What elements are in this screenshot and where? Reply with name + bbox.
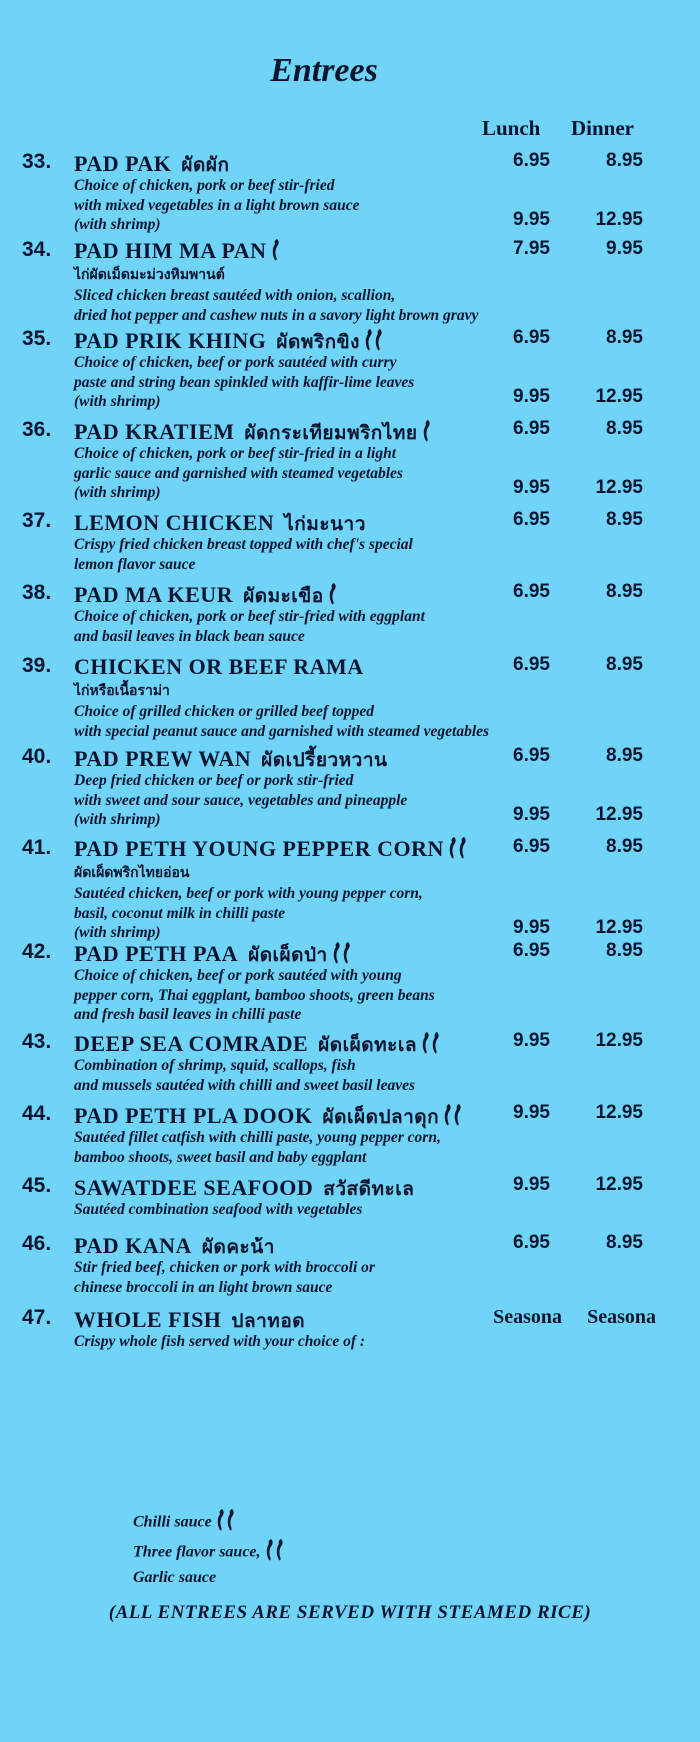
item-number: 41. xyxy=(22,836,52,859)
price-lunch: Seasona xyxy=(493,1306,562,1328)
price-dinner: 8.95 xyxy=(606,327,643,348)
item-thai-name: ผัดมะเขือ xyxy=(243,585,324,607)
item-thai-name: ผัดพริกขิง xyxy=(276,331,360,353)
column-header-lunch: Lunch xyxy=(482,116,541,140)
item-thai-name: ไก่ผัดเม็ดมะม่วงหิมพานต์ xyxy=(74,267,225,283)
item-number: 37. xyxy=(22,509,52,532)
sauce-options xyxy=(133,1508,285,1588)
item-number: 43. xyxy=(22,1030,52,1053)
price-dinner: 8.95 xyxy=(606,1232,643,1253)
description-line: (with shrimp) xyxy=(74,216,161,233)
description-line: and basil leaves in black bean sauce xyxy=(74,627,305,645)
description-line: Choice of chicken, pork or beef stir-fried with eggplant xyxy=(74,608,425,625)
description-line: Choice of chicken, pork or beef stir-fried in a light xyxy=(74,445,397,462)
item-number: 42. xyxy=(22,940,52,963)
description-line: and fresh basil leaves in chilli paste xyxy=(74,1006,302,1023)
price-dinner: Seasona xyxy=(587,1306,656,1328)
sauce-label: Three flavor sauce, xyxy=(133,1543,261,1561)
price-dinner-shrimp: 12.95 xyxy=(595,917,643,938)
price-dinner-shrimp: 12.95 xyxy=(595,209,643,230)
item-name-text: SAWATDEE SEAFOOD xyxy=(74,1175,314,1200)
price-lunch: 6.95 xyxy=(513,836,550,857)
item-description xyxy=(74,1332,365,1352)
item-thai-name: ผัดเผ็ดปลาดุก xyxy=(322,1106,440,1128)
price-lunch: 6.95 xyxy=(513,418,550,439)
price-dinner: 12.95 xyxy=(595,1030,643,1051)
item-thai-name: ผัดคะน้า xyxy=(201,1236,275,1258)
description-line: Sautéed fillet catfish with chilli paste, young pepper corn, xyxy=(74,1129,441,1146)
description-line: Choice of grilled chicken or grilled beef topped xyxy=(74,703,375,720)
price-dinner: 12.95 xyxy=(595,1102,643,1123)
item-name-text: CHICKEN OR BEEF RAMA xyxy=(74,654,364,679)
item-number: 40. xyxy=(22,745,52,768)
item-description xyxy=(74,1128,441,1167)
description-line: Choice of chicken, pork or beef stir-fried xyxy=(74,177,335,194)
chili-pepper-icon xyxy=(271,238,281,268)
price-dinner: 8.95 xyxy=(606,581,643,602)
item-description xyxy=(74,771,407,830)
item-thai-name: ผัดเปรี้ยวหวาน xyxy=(261,749,388,771)
price-dinner: 12.95 xyxy=(595,1174,643,1195)
item-description xyxy=(74,966,435,1025)
item-description xyxy=(74,702,489,741)
item-description xyxy=(74,535,413,574)
price-lunch: 6.95 xyxy=(513,509,550,530)
item-thai-name: ผัดเผ็ดพริกไทยอ่อน xyxy=(74,865,190,881)
description-line: with special peanut sauce and garnished with steamed vegetables xyxy=(74,722,490,740)
description-line: paste and string bean spinkled with kaffir-lime leaves xyxy=(74,373,415,391)
chili-pepper-icon xyxy=(216,1508,236,1538)
price-dinner: 8.95 xyxy=(606,418,643,439)
description-line: Crispy whole fish served with your choice of : xyxy=(74,1333,366,1350)
item-number: 47. xyxy=(22,1306,52,1329)
price-lunch: 6.95 xyxy=(513,581,550,602)
item-number: 33. xyxy=(22,150,52,173)
description-line: (with shrimp) xyxy=(74,484,161,501)
item-number: 46. xyxy=(22,1232,52,1255)
price-lunch-shrimp: 9.95 xyxy=(513,386,550,407)
item-number: 38. xyxy=(22,581,52,604)
description-line: Sautéed chicken, beef or pork with young pepper corn, xyxy=(74,885,423,902)
sauce-option xyxy=(133,1568,285,1588)
chili-pepper-icon xyxy=(422,419,432,449)
item-number: 45. xyxy=(22,1174,52,1197)
item-thai-name: ผัดเผ็ดทะเล xyxy=(318,1034,417,1056)
description-line: chinese broccoli in an light brown sauce xyxy=(74,1278,333,1296)
item-name-text: PAD KRATIEM xyxy=(74,419,235,444)
chili-pepper-icon xyxy=(448,836,468,866)
description-line: Crispy fried chicken breast topped with chef's special xyxy=(74,536,413,553)
price-dinner-shrimp: 12.95 xyxy=(595,386,643,407)
price-lunch-shrimp: 9.95 xyxy=(513,477,550,498)
price-dinner-shrimp: 12.95 xyxy=(595,804,643,825)
description-line: Sautéed combination seafood with vegetables xyxy=(74,1201,363,1218)
price-lunch-shrimp: 9.95 xyxy=(513,917,550,938)
item-name-text: PAD PETH PAA xyxy=(74,941,239,966)
description-line: bamboo shoots, sweet basil and baby eggplant xyxy=(74,1148,367,1166)
price-lunch: 9.95 xyxy=(513,1102,550,1123)
sauce-label: Garlic sauce xyxy=(133,1569,217,1586)
price-lunch: 6.95 xyxy=(513,150,550,171)
item-name-text: PAD KANA xyxy=(74,1233,192,1258)
chili-pepper-icon xyxy=(265,1538,285,1568)
item-name-text: WHOLE FISH xyxy=(74,1307,222,1332)
item-name-text: PAD PAK xyxy=(74,151,172,176)
item-description xyxy=(74,1258,375,1297)
item-description xyxy=(74,353,414,412)
item-thai-name: ไก่หรือเนื้อราม่า xyxy=(74,683,170,699)
item-description xyxy=(74,1056,415,1095)
item-name-text: PAD PETH YOUNG PEPPER CORN xyxy=(74,836,444,862)
price-dinner: 8.95 xyxy=(606,509,643,530)
price-lunch: 7.95 xyxy=(513,238,550,259)
description-line: Deep fried chicken or beef or pork stir-fried xyxy=(74,772,354,789)
description-line: (with shrimp) xyxy=(74,393,161,410)
page-title: Entrees xyxy=(270,52,378,89)
price-dinner-shrimp: 12.95 xyxy=(595,477,643,498)
item-thai-name: สวัสดีทะเล xyxy=(323,1178,415,1200)
description-line: lemon flavor sauce xyxy=(74,555,196,573)
item-name-text: PAD PETH PLA DOOK xyxy=(74,1103,313,1128)
price-lunch: 6.95 xyxy=(513,745,550,766)
item-thai-name: ผัดผัก xyxy=(181,154,230,176)
item-description xyxy=(74,286,478,325)
description-line: garlic sauce and garnished with steamed vegetables xyxy=(74,464,403,482)
description-line: Sliced chicken breast sautéed with onion, scallion, xyxy=(74,287,396,304)
item-number: 35. xyxy=(22,327,52,350)
item-name-text: DEEP SEA COMRADE xyxy=(74,1031,309,1056)
price-dinner: 8.95 xyxy=(606,940,643,961)
description-line: (with shrimp) xyxy=(74,924,161,941)
item-description xyxy=(74,444,403,503)
sauce-option xyxy=(133,1538,285,1568)
chili-pepper-icon xyxy=(443,1103,463,1133)
price-dinner: 8.95 xyxy=(606,654,643,675)
sauce-option xyxy=(133,1508,285,1538)
item-number: 34. xyxy=(22,238,52,261)
item-description xyxy=(74,607,425,646)
item-number: 39. xyxy=(22,654,52,677)
description-line: Choice of chicken, beef or pork sautéed with young xyxy=(74,967,402,984)
item-name-text: PAD PRIK KHING xyxy=(74,328,267,353)
item-description xyxy=(74,176,359,235)
chili-pepper-icon xyxy=(421,1031,441,1061)
price-lunch-shrimp: 9.95 xyxy=(513,804,550,825)
item-thai-name: ผัดกระเทียมพริกไทย xyxy=(244,422,418,444)
price-lunch: 6.95 xyxy=(513,327,550,348)
price-dinner: 9.95 xyxy=(606,238,643,259)
description-line: with sweet and sour sauce, vegetables and pineapple xyxy=(74,791,408,809)
price-lunch: 6.95 xyxy=(513,940,550,961)
description-line: Choice of chicken, beef or pork sautéed with curry xyxy=(74,354,397,371)
item-description xyxy=(74,1200,362,1220)
item-name-text: PAD HIM MA PAN xyxy=(74,238,267,264)
price-dinner: 8.95 xyxy=(606,150,643,171)
item-thai-name: ผัดเผ็ดป่า xyxy=(248,944,328,966)
item-thai-name: ไก่มะนาว xyxy=(284,513,366,535)
description-line: dried hot pepper and cashew nuts in a savory light brown gravy xyxy=(74,306,479,324)
price-lunch: 6.95 xyxy=(513,1232,550,1253)
item-name-text: PAD PREW WAN xyxy=(74,746,252,771)
description-line: Stir fried beef, chicken or pork with broccoli or xyxy=(74,1259,375,1276)
price-lunch: 9.95 xyxy=(513,1030,550,1051)
price-dinner: 8.95 xyxy=(606,836,643,857)
item-thai-name: ปลาทอด xyxy=(231,1310,306,1332)
description-line: basil, coconut milk in chilli paste xyxy=(74,904,285,922)
column-header-dinner: Dinner xyxy=(571,116,634,140)
item-name-text: PAD MA KEUR xyxy=(74,582,234,607)
description-line: (with shrimp) xyxy=(74,811,161,828)
item-name-text: LEMON CHICKEN xyxy=(74,510,275,535)
description-line: with mixed vegetables in a light brown sauce xyxy=(74,196,360,214)
footer-note: (ALL ENTREES ARE SERVED WITH STEAMED RICE) xyxy=(108,1602,592,1623)
item-name xyxy=(74,654,364,680)
item-description xyxy=(74,884,423,943)
price-lunch-shrimp: 9.95 xyxy=(513,209,550,230)
price-lunch: 9.95 xyxy=(513,1174,550,1195)
price-dinner: 8.95 xyxy=(606,745,643,766)
description-line: pepper corn, Thai eggplant, bamboo shoots, green beans xyxy=(74,986,435,1004)
sauce-label: Chilli sauce xyxy=(133,1513,212,1531)
price-lunch: 6.95 xyxy=(513,654,550,675)
item-number: 36. xyxy=(22,418,52,441)
description-line: Combination of shrimp, squid, scallops, fish xyxy=(74,1057,356,1074)
item-number: 44. xyxy=(22,1102,52,1125)
description-line: and mussels sautéed with chilli and sweet basil leaves xyxy=(74,1076,416,1094)
